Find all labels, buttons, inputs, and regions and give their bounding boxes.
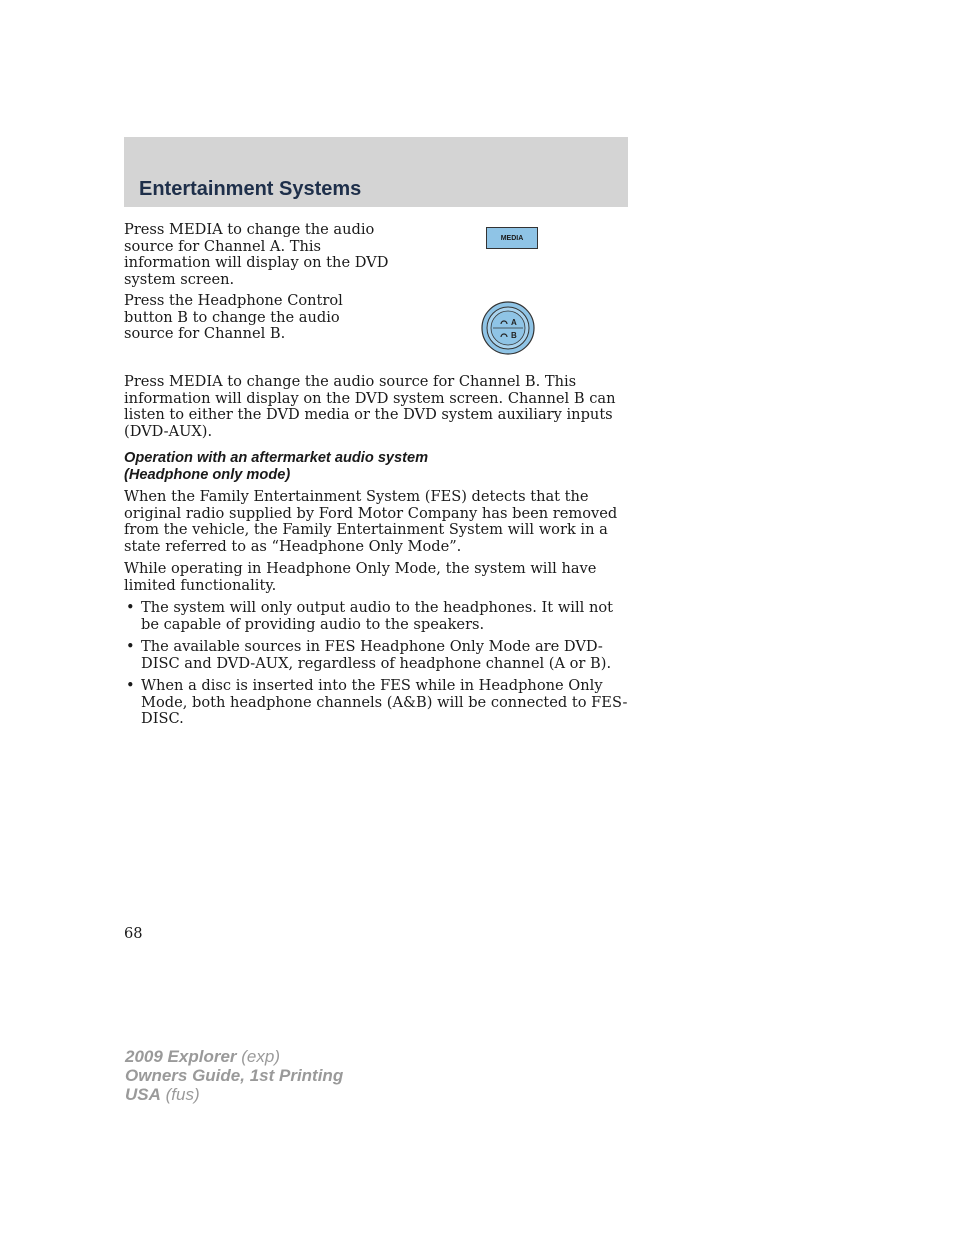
subheading bbox=[124, 450, 629, 483]
footer-guide: Owners Guide, 1st Printing bbox=[125, 1066, 344, 1085]
headphone-a-label: A bbox=[511, 318, 517, 327]
media-button-label: MEDIA bbox=[500, 234, 524, 242]
headphone-b-label: B bbox=[511, 331, 517, 340]
main-content bbox=[124, 374, 629, 734]
fes-detect-paragraph: When the Family Entertainment System (FES) detects that the original radio supplied by Ford Motor Company has been removed from the vehicle, the Family Entertainment System will work in a state referred to as “Headphone Only Mode”. bbox=[124, 488, 618, 555]
section-header-band bbox=[124, 137, 628, 207]
bullet-icon: • bbox=[126, 677, 135, 694]
list-item: • The available sources in FES Headphone Only Mode are DVD-DISC and DVD-AUX, regardless of headphone channel (A or B). bbox=[126, 638, 612, 672]
list-item: • When a disc is inserted into the FES while in Headphone Only Mode, both headphone channels (A&B) will be connected to FES-DISC. bbox=[126, 677, 628, 727]
footer-model: 2009 Explorer bbox=[125, 1047, 237, 1066]
bullet-list bbox=[124, 600, 629, 728]
page-number: 68 bbox=[124, 925, 143, 942]
section-title: Entertainment Systems bbox=[139, 178, 362, 200]
channel-b-paragraph: Press MEDIA to change the audio source for Channel B. This information will display on the DVD system screen. Channel B can listen to either the DVD media or the DVD system auxiliary inputs (DVD-AUX). bbox=[124, 373, 616, 440]
footer-market: USA bbox=[125, 1085, 161, 1104]
list-item: • The system will only output audio to the headphones. It will not be capable of providing audio to the speakers. bbox=[126, 599, 613, 633]
limited-functionality-paragraph: While operating in Headphone Only Mode, the system will have limited functionality. bbox=[124, 560, 597, 594]
bullet-icon: • bbox=[126, 599, 135, 616]
media-button-icon bbox=[486, 227, 538, 249]
footer-model-code: (exp) bbox=[241, 1047, 280, 1066]
subheading-line1: Operation with an aftermarket audio system bbox=[124, 450, 429, 466]
bullet-icon: • bbox=[126, 638, 135, 655]
footer bbox=[125, 1047, 343, 1104]
subheading-line2: (Headphone only mode) bbox=[124, 466, 291, 483]
footer-market-code: (fus) bbox=[165, 1085, 200, 1104]
intro-paragraph-headphone: Press the Headphone Control button B to change the audio source for Channel B. bbox=[124, 292, 343, 342]
headphone-control-icon bbox=[481, 301, 535, 355]
intro-paragraph-media: Press MEDIA to change the audio source for Channel A. This information will display on the DVD system screen. bbox=[124, 221, 389, 288]
